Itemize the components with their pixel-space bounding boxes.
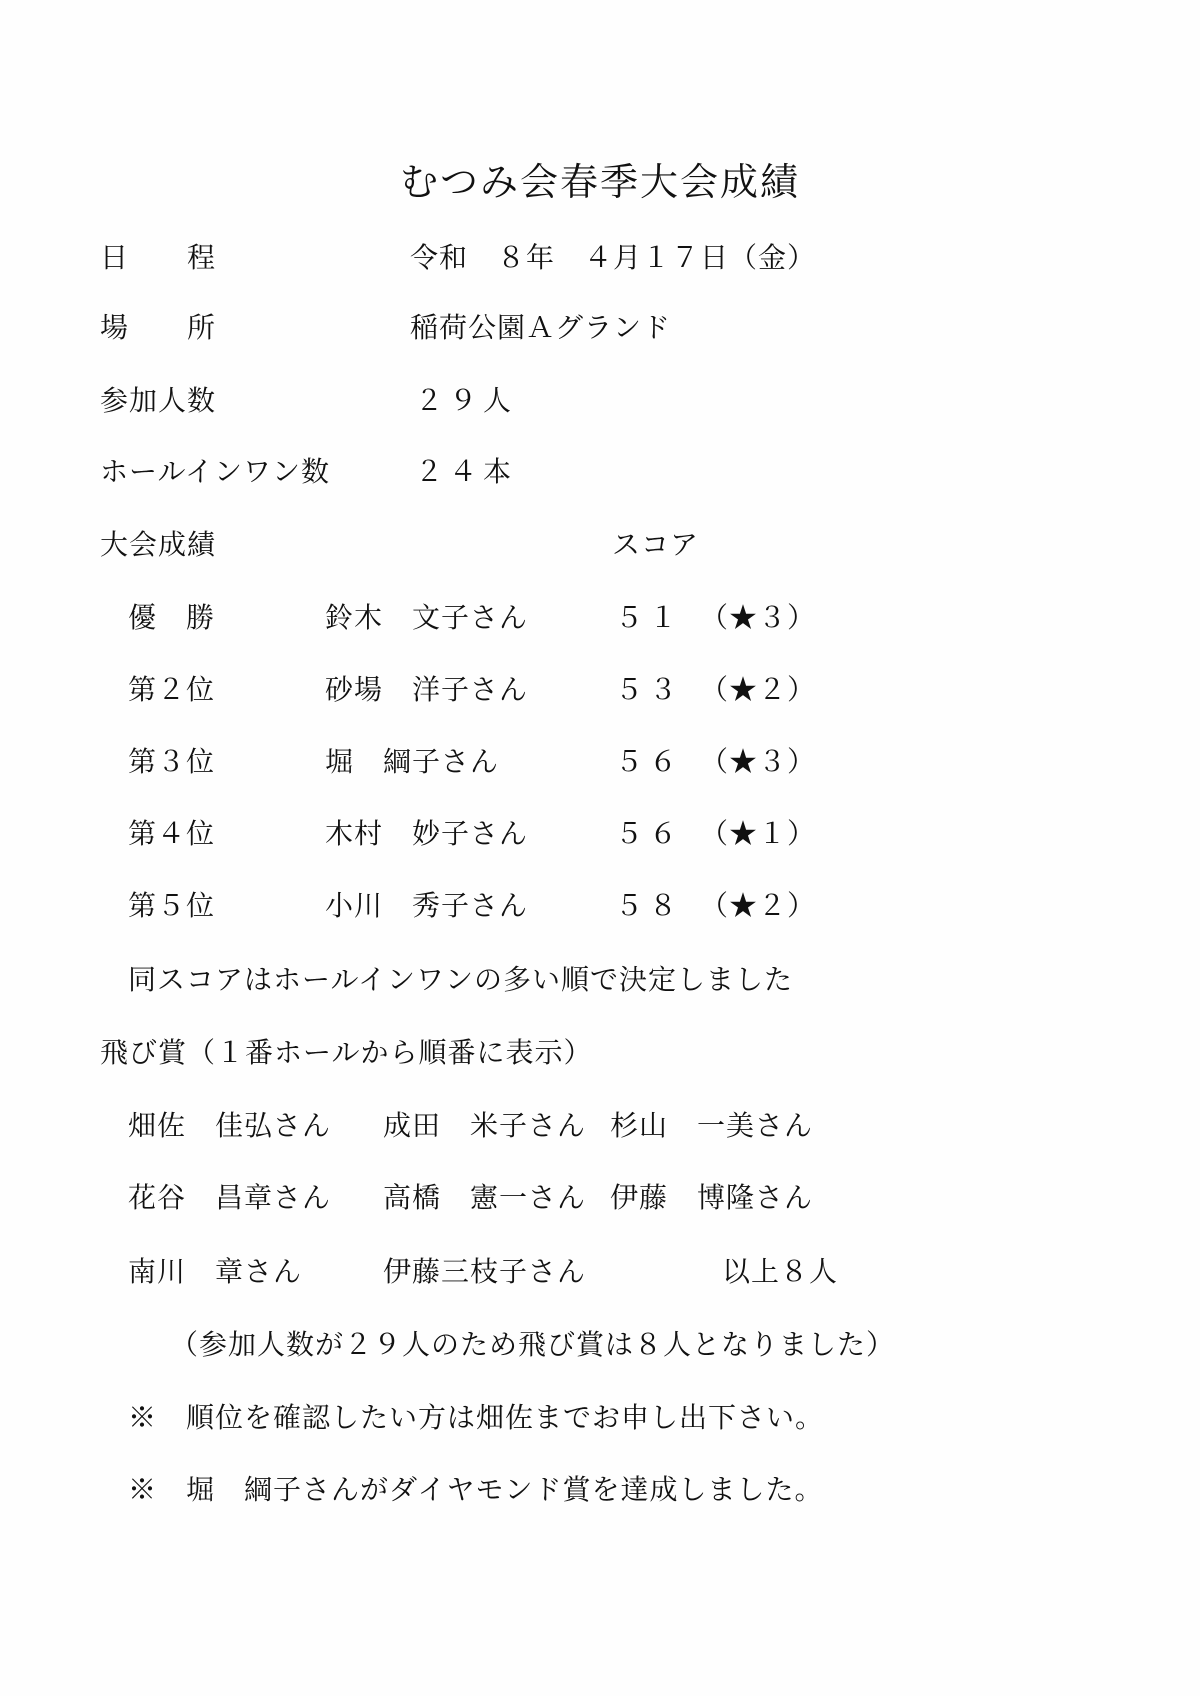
result-rank: 第３位 — [128, 745, 216, 778]
result-name: 木村 妙子さん — [325, 817, 529, 850]
result-name: 堀 綱子さん — [325, 745, 500, 778]
date-label: 日 程 — [100, 241, 217, 274]
result-rank: 第２位 — [128, 673, 216, 706]
result-stars: （★１） — [700, 817, 817, 850]
score-header: スコア — [612, 528, 700, 561]
flying-heading: 飛び賞（１番ホールから順番に表示） — [100, 1036, 593, 1069]
participants-value: ２９人 — [415, 384, 518, 417]
flying-name: 花谷 昌章さん — [128, 1181, 332, 1214]
result-stars: （★３） — [700, 745, 817, 778]
result-name: 砂場 洋子さん — [325, 673, 529, 706]
result-score: ５３ — [615, 673, 684, 706]
result-score: ５８ — [615, 889, 684, 922]
place-value: 稲荷公園Ａグランド — [410, 311, 672, 344]
result-stars: （★２） — [700, 673, 817, 706]
result-stars: （★３） — [700, 601, 817, 634]
result-rank: 第４位 — [128, 817, 216, 850]
holeinone-label: ホールインワン数 — [100, 455, 331, 488]
result-name: 鈴木 文子さん — [325, 601, 529, 634]
result-score: ５６ — [615, 745, 684, 778]
document-title: むつみ会春季大会成績 — [399, 160, 800, 204]
flying-total: 以上８人 — [722, 1255, 839, 1288]
place-label: 場 所 — [100, 311, 217, 344]
flying-name: 伊藤 博隆さん — [610, 1181, 814, 1214]
result-name: 小川 秀子さん — [325, 889, 529, 922]
date-value: 令和 ８年 ４月１７日（金） — [410, 241, 817, 274]
flying-note: （参加人数が２９人のため飛び賞は８人となりました） — [170, 1328, 896, 1361]
participants-label: 参加人数 — [100, 384, 217, 417]
holeinone-value: ２４本 — [415, 455, 518, 488]
flying-name: 成田 米子さん — [383, 1109, 587, 1142]
result-score: ５１ — [615, 601, 684, 634]
result-stars: （★２） — [700, 889, 817, 922]
result-rank: 優 勝 — [128, 601, 216, 634]
flying-name: 畑佐 佳弘さん — [128, 1109, 332, 1142]
result-score: ５６ — [615, 817, 684, 850]
flying-name: 南川 章さん — [128, 1255, 303, 1288]
note-contact: ※ 順位を確認したい方は畑佐までお申し出下さい。 — [128, 1401, 825, 1434]
flying-name: 高橋 憲一さん — [383, 1181, 587, 1214]
flying-name: 伊藤三枝子さん — [383, 1255, 587, 1288]
flying-name: 杉山 一美さん — [610, 1109, 814, 1142]
note-diamond-award: ※ 堀 綱子さんがダイヤモンド賞を達成しました。 — [128, 1473, 824, 1506]
result-rank: 第５位 — [128, 889, 216, 922]
results-section-label: 大会成績 — [100, 528, 217, 561]
tie-note: 同スコアはホールインワンの多い順で決定しました — [128, 963, 794, 996]
